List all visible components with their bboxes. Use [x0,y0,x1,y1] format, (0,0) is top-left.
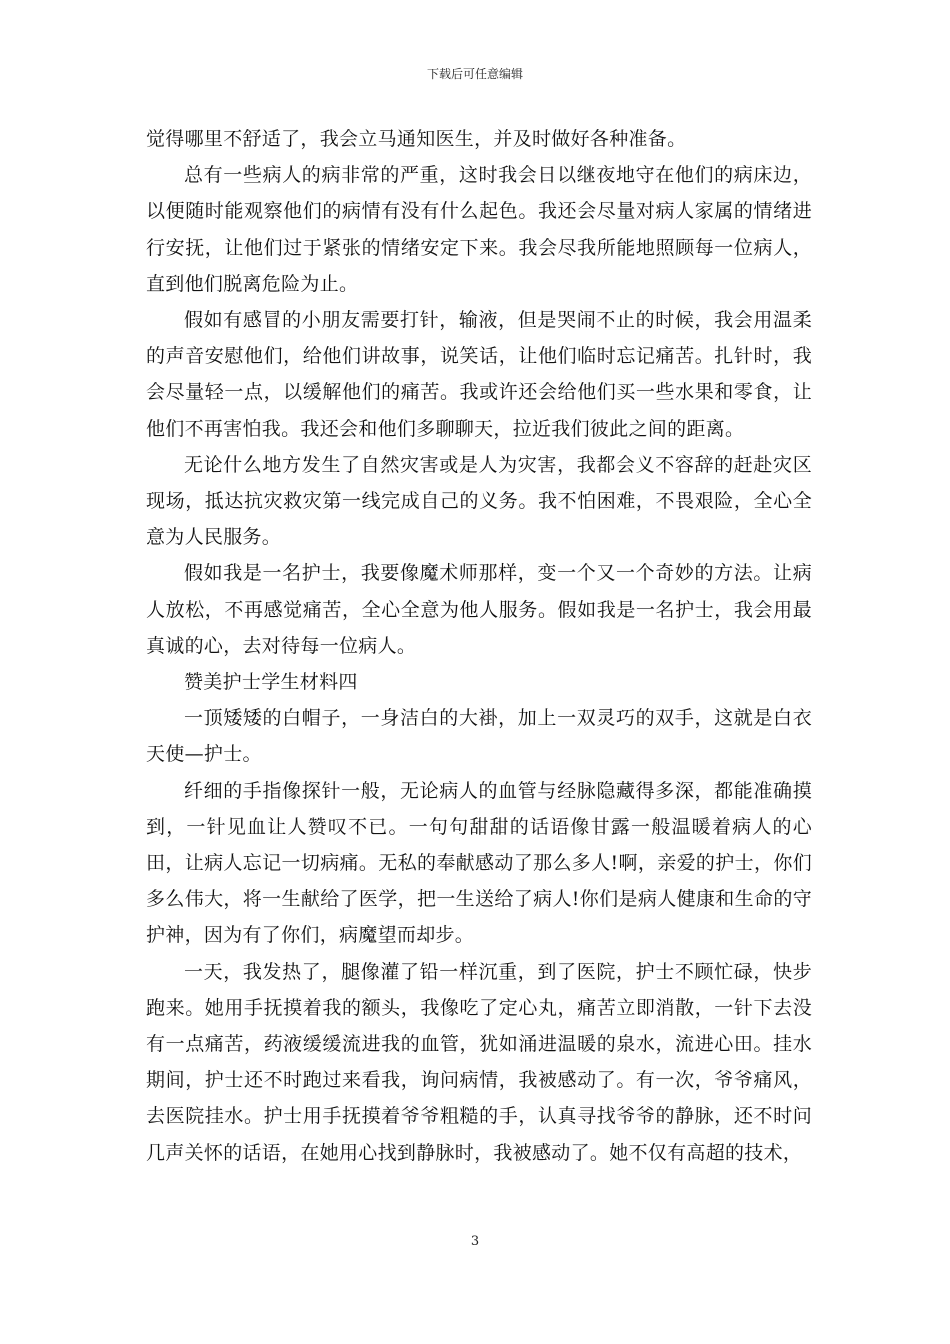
paragraph: 总有一些病人的病非常的严重，这时我会日以继夜地守在他们的病床边，以便随时能观察他们的病情有没有什么起色。我还会尽量对病人家属的情绪进行安抚，让他们过于紧张的情绪安定下来。我会尽我所能地照顾每一位病人，直到他们脱离危险为止。 [146,164,812,295]
paragraph: 一天，我发热了，腿像灌了铅一样沉重，到了医院，护士不顾忙碌，快步跑来。她用手抚摸着我的额头，我像吃了定心丸，痛苦立即消散，一针下去没有一点痛苦，药液缓缓流进我的血管，犹如涌进温暖的泉水，流进心田。挂水期间，护士还不时跑过来看我，询问病情，我被感动了。有一次，爷爷痛风，去医院挂水。护士用手抚摸着爷爷粗糙的手，认真寻找爷爷的静脉，还不时问几声关怀的话语，在她用心找到静脉时，我被感动了。她不仅有高超的技术， [146,960,812,1164]
paragraph: 觉得哪里不舒适了，我会立马通知医生，并及时做好各种准备。 [146,128,687,150]
paragraph: 纤细的手指像探针一般，无论病人的血管与经脉隐藏得多深，都能准确摸到，一针见血让人赞叹不已。一句句甜甜的话语像甘露一般温暖着病人的心田，让病人忘记一切病痛。无私的奉献感动了那么多人!啊，亲爱的护士，你们多么伟大，将一生献给了医学，把一生送给了病人!你们是病人健康和生命的守护神，因为有了你们，病魔望而却步。 [146,779,812,947]
paragraph: 无论什么地方发生了自然灾害或是人为灾害，我都会义不容辞的赶赴灾区现场，抵达抗灾救灾第一线完成自己的义务。我不怕困难，不畏艰险，全心全意为人民服务。 [146,453,812,549]
section-heading: 赞美护士学生材料四 [184,671,358,694]
paragraph: 假如有感冒的小朋友需要打针，输液，但是哭闹不止的时候，我会用温柔的声音安慰他们，给他们讲故事，说笑话，让他们临时忘记痛苦。扎针时，我会尽量轻一点，以缓解他们的痛苦。我或许还会给他们买一些水果和零食，让他们不再害怕我。我还会和他们多聊聊天，拉近我们彼此之间的距离。 [146,309,812,440]
page-number: 3 [470,1234,480,1249]
page-header: 下载后可任意编辑 [426,67,523,81]
document-body [146,121,812,1171]
paragraph: 一顶矮矮的白帽子，一身洁白的大褂，加上一双灵巧的双手，这就是白衣天使—护士。 [146,707,812,766]
paragraph: 假如我是一名护士，我要像魔术师那样，变一个又一个奇妙的方法。让病人放松，不再感觉痛苦，全心全意为他人服务。假如我是一名护士，我会用最真诚的心，去对待每一位病人。 [146,562,812,657]
